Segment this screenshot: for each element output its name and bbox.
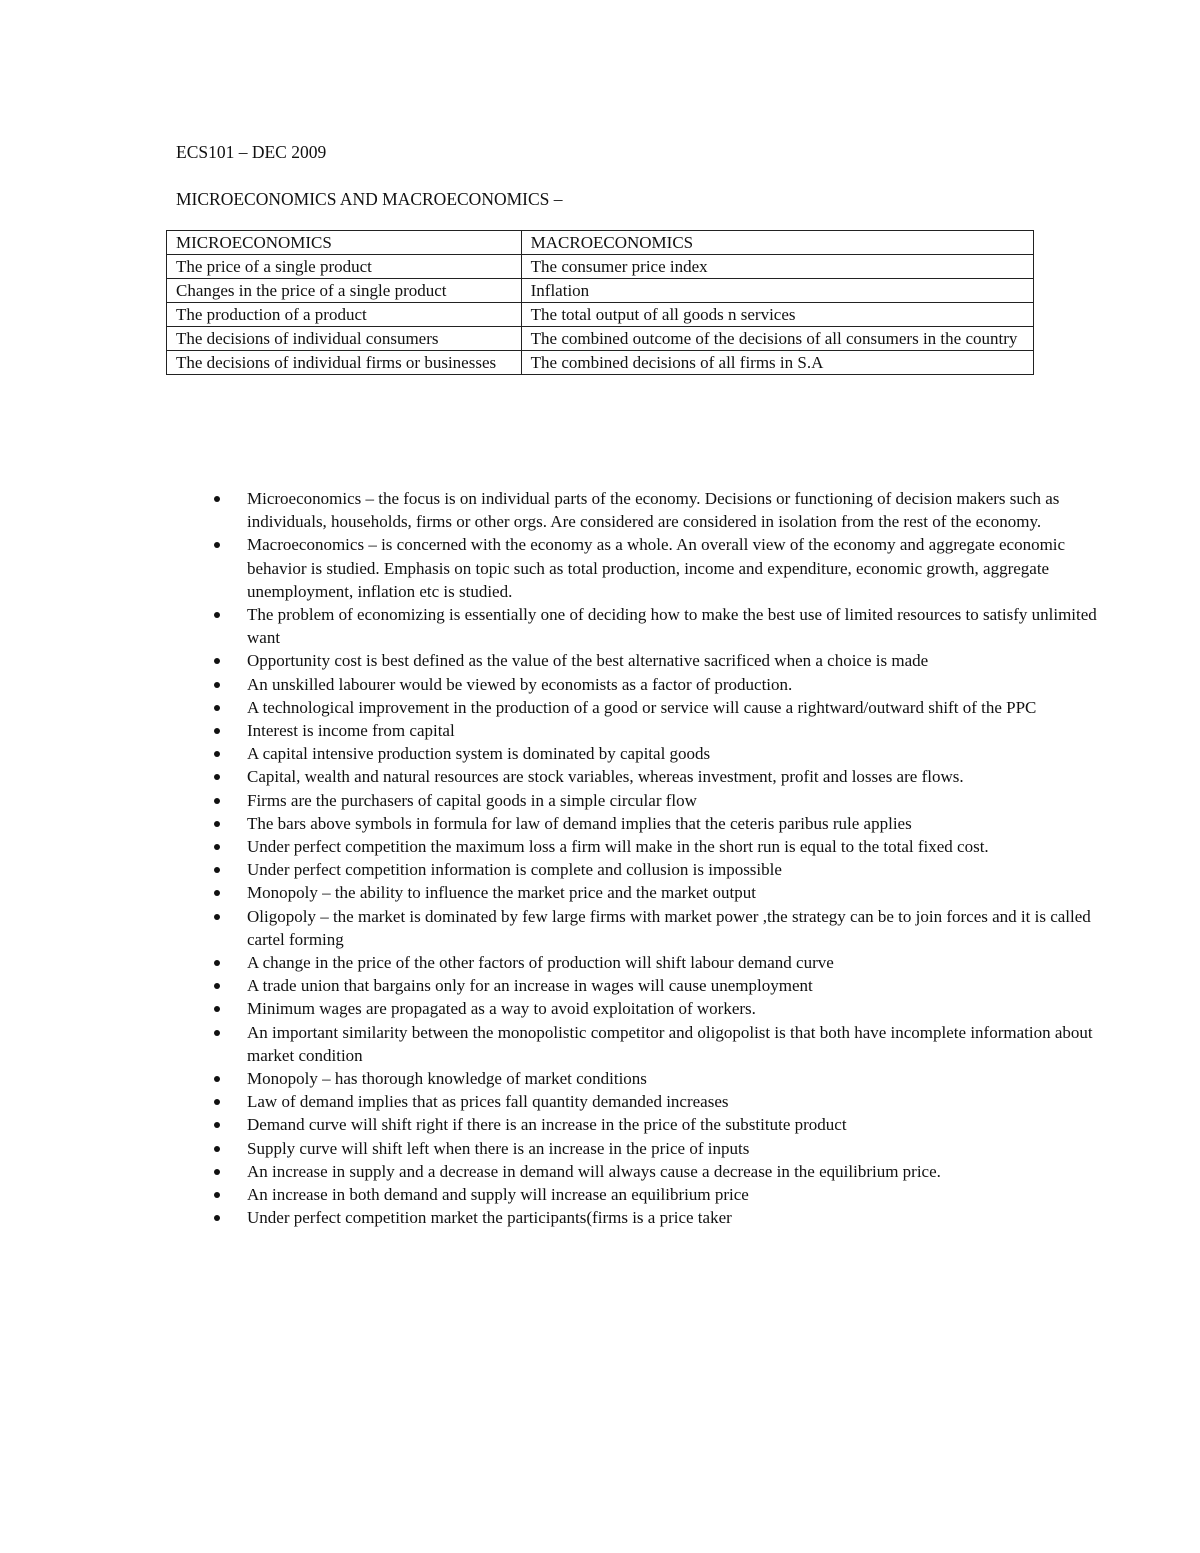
section-heading: MICROECONOMICS AND MACROECONOMICS – xyxy=(176,189,563,209)
bullet-icon xyxy=(214,960,220,966)
list-item-text: Interest is income from capital xyxy=(247,721,455,741)
table-row xyxy=(167,279,1034,303)
bullet-icon xyxy=(214,612,220,618)
bullet-icon xyxy=(214,1006,220,1012)
list-item xyxy=(247,951,1097,974)
bullet-icon xyxy=(214,728,220,734)
list-item-text: An unskilled labourer would be viewed by economists as a factor of production. xyxy=(247,674,793,694)
list-item-text: A capital intensive production system is dominated by capital goods xyxy=(247,744,711,764)
bullet-icon xyxy=(214,1076,220,1082)
bullet-icon xyxy=(214,1215,220,1221)
list-item-text: Microeconomics – the focus is on individual parts of the economy. Decisions or functioning of decision makers such as individuals, households, firms or other orgs. Are considered are considered in isolation from the rest of the economy. xyxy=(247,489,1060,532)
bullet-icon xyxy=(214,1146,220,1152)
bullet-icon xyxy=(214,682,220,688)
list-item xyxy=(247,719,1097,742)
list-item-text: Oligopoly – the market is dominated by few large firms with market power ,the strategy can be to join forces and it is called cartel forming xyxy=(247,906,1091,949)
bullet-icon xyxy=(214,1192,220,1198)
bullet-icon xyxy=(214,705,220,711)
table-row xyxy=(167,255,1034,279)
list-item xyxy=(247,974,1097,997)
micro-macro-comparison-table xyxy=(166,230,1034,375)
bullet-icon xyxy=(214,798,220,804)
list-item-text: A change in the price of the other factors of production will shift labour demand curve xyxy=(247,953,834,973)
document-title: ECS101 – DEC 2009 xyxy=(176,142,327,162)
list-item xyxy=(247,835,1097,858)
table-cell-micro: The production of a product xyxy=(167,303,522,327)
bullet-icon xyxy=(214,867,220,873)
list-item xyxy=(247,1183,1097,1206)
bullet-icon xyxy=(214,914,220,920)
list-item-text: Under perfect competition information is complete and collusion is impossible xyxy=(247,860,782,880)
list-item xyxy=(247,812,1097,835)
list-item-text: Law of demand implies that as prices fall quantity demanded increases xyxy=(247,1092,729,1112)
list-item-text: Firms are the purchasers of capital goods in a simple circular flow xyxy=(247,790,697,810)
bullet-icon xyxy=(214,890,220,896)
table-cell-macro: The combined decisions of all firms in S.A xyxy=(521,351,1033,375)
table-cell-micro: The price of a single product xyxy=(167,255,522,279)
list-item xyxy=(247,487,1097,533)
bullet-icon xyxy=(214,658,220,664)
list-item xyxy=(247,765,1097,788)
bullet-icon xyxy=(214,1169,220,1175)
table-header-micro: MICROECONOMICS xyxy=(167,231,522,255)
table-cell-macro: The combined outcome of the decisions of all consumers in the country xyxy=(521,327,1033,351)
table-header-macro: MACROECONOMICS xyxy=(521,231,1033,255)
list-item xyxy=(247,1206,1097,1229)
list-item xyxy=(247,1021,1097,1067)
table-cell-macro: The consumer price index xyxy=(521,255,1033,279)
bullet-icon xyxy=(214,496,220,502)
bullet-icon xyxy=(214,1030,220,1036)
list-item-text: Supply curve will shift left when there is an increase in the price of inputs xyxy=(247,1138,750,1158)
list-item xyxy=(247,673,1097,696)
table-cell-micro: Changes in the price of a single product xyxy=(167,279,522,303)
list-item-text: A trade union that bargains only for an increase in wages will cause unemployment xyxy=(247,976,813,996)
bullet-icon xyxy=(214,1122,220,1128)
list-item xyxy=(247,858,1097,881)
list-item-text: An increase in supply and a decrease in demand will always cause a decrease in the equilibrium price. xyxy=(247,1161,941,1181)
list-item-text: Opportunity cost is best defined as the value of the best alternative sacrificed when a choice is made xyxy=(247,651,929,671)
bullet-icon xyxy=(214,774,220,780)
table-header-row xyxy=(167,231,1034,255)
list-item xyxy=(247,905,1097,951)
list-item xyxy=(247,1113,1097,1136)
list-item-text: A technological improvement in the production of a good or service will cause a rightward/outward shift of the PPC xyxy=(247,697,1037,717)
list-item-text: An increase in both demand and supply will increase an equilibrium price xyxy=(247,1185,749,1205)
list-item-text: Demand curve will shift right if there is an increase in the price of the substitute product xyxy=(247,1115,847,1135)
list-item xyxy=(247,603,1097,649)
list-item xyxy=(247,1137,1097,1160)
table-cell-micro: The decisions of individual consumers xyxy=(167,327,522,351)
list-item xyxy=(247,742,1097,765)
bullet-icon xyxy=(214,844,220,850)
list-item xyxy=(247,789,1097,812)
bullet-icon xyxy=(214,983,220,989)
list-item xyxy=(247,881,1097,904)
bullet-icon xyxy=(214,542,220,548)
list-item-text: Macroeconomics – is concerned with the economy as a whole. An overall view of the economy and aggregate economic behavior is studied. Emphasis on topic such as total production, income and expenditure, economic growth, aggregate unemployment, inflation etc is studied. xyxy=(247,535,1066,601)
table-row xyxy=(167,327,1034,351)
list-item-text: Monopoly – has thorough knowledge of market conditions xyxy=(247,1069,647,1089)
list-item xyxy=(247,1160,1097,1183)
list-item-text: The bars above symbols in formula for law of demand implies that the ceteris paribus rule applies xyxy=(247,813,912,833)
notes-bullet-list xyxy=(176,487,1097,1230)
list-item-text: An important similarity between the monopolistic competitor and oligopolist is that both have incomplete information about market condition xyxy=(247,1022,1093,1065)
table-cell-micro: The decisions of individual firms or businesses xyxy=(167,351,522,375)
list-item-text: The problem of economizing is essentially one of deciding how to make the best use of limited resources to satisfy unlimited want xyxy=(247,605,1097,648)
list-item xyxy=(247,997,1097,1020)
list-item-text: Monopoly – the ability to influence the market price and the market output xyxy=(247,883,756,903)
table-cell-macro: Inflation xyxy=(521,279,1033,303)
list-item-text: Under perfect competition market the participants(firms is a price taker xyxy=(247,1208,732,1228)
table-row xyxy=(167,303,1034,327)
list-item-text: Capital, wealth and natural resources are stock variables, whereas investment, profit and losses are flows. xyxy=(247,767,964,787)
list-item xyxy=(247,533,1097,603)
list-item-text: Under perfect competition the maximum loss a firm will make in the short run is equal to the total fixed cost. xyxy=(247,837,989,857)
list-item xyxy=(247,696,1097,719)
list-item xyxy=(247,1090,1097,1113)
list-item xyxy=(247,649,1097,672)
bullet-icon xyxy=(214,1099,220,1105)
list-item xyxy=(247,1067,1097,1090)
list-item-text: Minimum wages are propagated as a way to avoid exploitation of workers. xyxy=(247,999,756,1019)
table-cell-macro: The total output of all goods n services xyxy=(521,303,1033,327)
table-row xyxy=(167,351,1034,375)
bullet-icon xyxy=(214,821,220,827)
bullet-icon xyxy=(214,751,220,757)
